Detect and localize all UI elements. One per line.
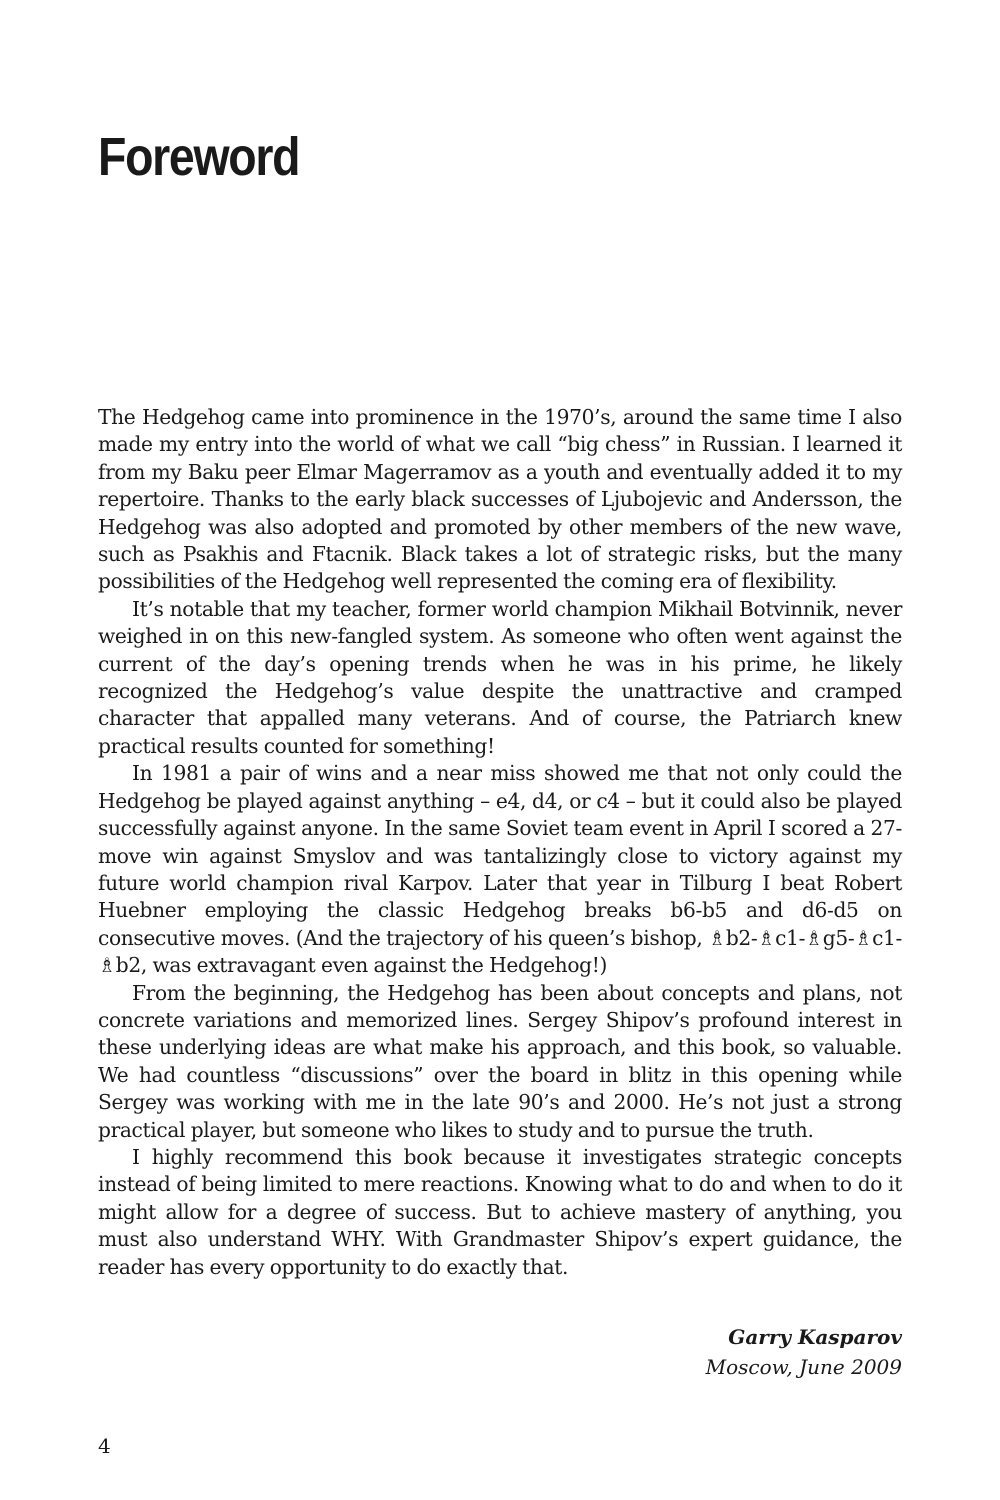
paragraph: It’s notable that my teacher, former world champion Mikhail Botvinnik, never weighed in on this new-fangled system. As someone who often went against the current of the day’s opening trends when he was in his prime, he likely recognized the Hedgehog’s value despite the unattractive and cramped character that appalled many veterans. And of course, the Patriarch knew practical results counted for something! xyxy=(98,596,902,758)
paragraph: From the beginning, the Hedgehog has been about concepts and plans, not concrete variations and memorized lines. Sergey Shipov’s profound interest in these underlying ideas are what make his approach, and this book, so valuable. We had countless “discussions” over the board in blitz in this opening while Sergey was working with me in the late 90’s and 2000. He’s not just a strong practical player, but someone who likes to study and to pursue the truth. xyxy=(98,980,902,1142)
place-date: Moscow, June 2009 xyxy=(705,1355,902,1379)
page-number: 4 xyxy=(98,1434,111,1458)
foreword-body xyxy=(98,404,902,1281)
paragraph: I highly recommend this book because it investigates strategic concepts instead of being limited to mere reactions. Knowing what to do and when to do it might allow for a degree of success. But to achieve mastery of anything, you must also understand WHY. With Grandmaster Shipov’s expert guidance, the reader has every opportunity to do exactly that. xyxy=(98,1144,902,1279)
signature-block xyxy=(706,1322,902,1382)
author-name: Garry Kasparov xyxy=(728,1325,902,1349)
page-title: Foreword xyxy=(98,127,300,187)
paragraph: In 1981 a pair of wins and a near miss showed me that not only could the Hedgehog be played against anything – e4, d4, or c4 – but it could also be played successfully against anyone. In the same Soviet team event in April I scored a 27-move win against Smyslov and was tantalizingly close to victory against my future world champion rival Karpov. Later that year in Tilburg I beat Robert Huebner employing the classic Hedgehog breaks b6-b5 and d6-d5 on consecutive moves. (And the trajectory of his queen’s bishop, ♗b2-♗c1-♗g5-♗c1-♗b2, was extravagant even against the Hedgehog!) xyxy=(98,761,902,978)
paragraph: The Hedgehog came into prominence in the 1970’s, around the same time I also made my entry into the world of what we call “big chess” in Russian. I learned it from my Baku peer Elmar Magerramov as a youth and eventually added it to my repertoire. Thanks to the early black successes of Ljubojevic and Andersson, the Hedgehog was also adopted and promoted by other members of the new wave, such as Psakhis and Ftacnik. Black takes a lot of strategic risks, but the many possibilities of the Hedgehog well represented the coming era of flexibility. xyxy=(98,405,902,594)
